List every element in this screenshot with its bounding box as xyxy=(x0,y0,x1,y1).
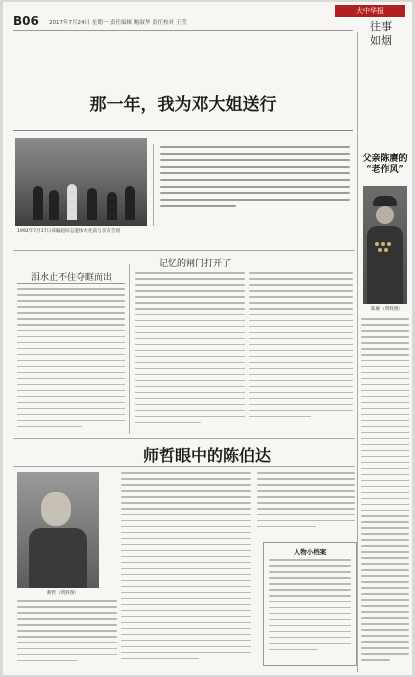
newspaper-page xyxy=(3,2,412,675)
portrait-face xyxy=(376,206,394,224)
section-3-rule xyxy=(13,466,355,467)
lower-column-3-text xyxy=(257,472,355,536)
page-header xyxy=(3,2,412,47)
medal-icon xyxy=(375,242,379,246)
portrait-uniform xyxy=(367,226,403,304)
photo-figure xyxy=(49,190,59,220)
photo-figure xyxy=(107,192,117,220)
column-3-text xyxy=(249,272,353,432)
main-headline: 那一年，我为邓大姐送行 xyxy=(89,95,277,115)
portrait-photo xyxy=(363,186,407,304)
intro-text xyxy=(160,146,350,226)
portrait-caption: 陈赓（资料图） xyxy=(370,307,404,312)
sidebar-divider xyxy=(357,32,358,672)
headline-rule xyxy=(13,130,353,131)
profile-box-text xyxy=(269,559,351,661)
column-1-text xyxy=(17,288,125,438)
column-2-text xyxy=(135,272,245,432)
section-1-rule xyxy=(17,283,125,284)
sidebar-title xyxy=(359,154,411,176)
column-divider xyxy=(129,264,130,434)
lower-column-1-text xyxy=(17,600,117,670)
medal-icon xyxy=(387,242,391,246)
header-rule xyxy=(13,30,353,31)
medal-icon xyxy=(384,248,388,252)
photo-figure xyxy=(87,188,97,220)
main-photo-caption: 1992年7月17日邓颖超同志遗体火化前与亲友告别 xyxy=(17,229,121,234)
shi-zhe-photo xyxy=(17,472,99,588)
section-2-title: 记忆的闸门打开了 xyxy=(159,259,232,269)
masthead: 大中华报 xyxy=(335,5,405,17)
page-number: B06 xyxy=(13,14,39,28)
medal-icon xyxy=(381,242,385,246)
date-line: 2017年7月24日 星期一 责任编辑 鲍淑华 责任校对 王莹 xyxy=(49,20,187,26)
sidebar-text xyxy=(361,318,409,668)
section-1-title: 泪水止不住夺眶而出 xyxy=(31,273,113,283)
medal-icon xyxy=(378,248,382,252)
photo-figure xyxy=(67,184,77,220)
profile-box xyxy=(263,542,357,666)
section-rule xyxy=(13,250,355,251)
shi-zhe-photo-caption: 师哲（资料图） xyxy=(46,591,80,596)
photo-figure xyxy=(33,186,43,220)
main-photo xyxy=(15,138,147,226)
column-name-line-1: 往事 xyxy=(370,20,392,33)
photo-body xyxy=(29,528,87,588)
section-rule xyxy=(13,438,355,439)
photo-figure xyxy=(125,186,135,220)
column-name-line-2: 如烟 xyxy=(370,34,392,47)
intro-paragraph xyxy=(153,144,354,226)
lower-column-2-text xyxy=(121,472,251,668)
portrait-cap xyxy=(373,196,397,206)
section-3-title: 师哲眼中的陈伯达 xyxy=(143,446,272,465)
sidebar-title-line-1: 父亲陈赓的 xyxy=(362,154,408,164)
sidebar-title-line-2: “老作风” xyxy=(366,165,404,175)
photo-face xyxy=(41,492,71,526)
column-name xyxy=(363,20,399,48)
profile-box-title: 人物小档案 xyxy=(293,548,327,556)
